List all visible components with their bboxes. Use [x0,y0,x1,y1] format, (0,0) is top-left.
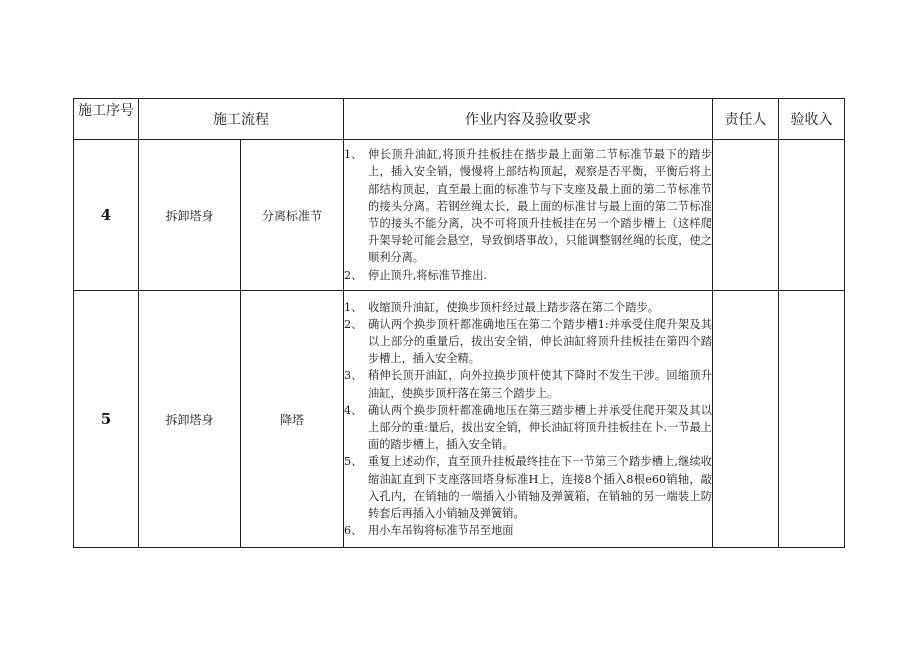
header-responsible: 责任人 [713,99,779,140]
row-process: 拆卸塔身 [139,291,241,548]
list-item: 6、 用小车吊钩将标准节吊至地面 [344,524,514,538]
row-step: 降塔 [241,291,344,548]
header-seq: 施工序号 [74,99,139,140]
table-row [74,140,845,291]
list-item: 1、 收缩顶升油缸，使换步顶杆经过最上踏步落在第二个踏步。 [344,300,659,314]
row-responsible [713,291,779,548]
header-row [74,99,845,140]
list-item: 2、 确认两个换步顶杆都准确地压在第二个踏步槽1:并承受住爬升架及其以上部分的重量后，拔出安全销，伸长油缸将顶升挂板挂在第四个踏步槽上，插入安全精。 [344,317,712,366]
header-flow: 施工流程 [139,99,344,140]
row-step: 分离标准节 [241,140,344,291]
row-number: 5 [74,291,139,548]
list-item: 2、 停止顶升,将标准节推出. [344,268,487,282]
header-content: 作业内容及验收要求 [344,99,713,140]
row-content [344,140,713,291]
row-number: 4 [74,140,139,291]
table-row [74,291,845,548]
list-item: 5、 重复上述动作，直至顶升挂板最终挂在下一节第三个踏步槽上,继续收缩油缸直到下支座落回塔身标准H上，连接8个插入8根e60销轴，敲入孔内，在销轴的一端插入小销轴及弹簧箱，在销轴的另一端装上防转套后再插入小销轴及弹簧销。 [344,455,712,521]
list-item: 3、 稍伸长顶开油缸，向外拉换步顶杆使其下降时不发生干涉。回缩顶升油缸，使换步顶杆落在第三个踏步上。 [344,369,712,400]
row-process: 拆卸塔身 [139,140,241,291]
list-item: 4、 确认两个换步顶杆都准确地压在第三踏步槽上并承受住爬开架及其以上部分的重:量后，拔出安全销，伸长油缸将顶升挂板挂在卜.一节最上面的踏步槽上，插入安全销。 [344,403,712,452]
row-acceptance [779,291,845,548]
list-item: 1、 伸长顶升油缸,将顶升挂板挂在揩步最上面第二节标准节最下的踏步上，插入安全销，慢慢将上部结构顶起，观察是否平衡，平衡后将上部结构顶起，直至最上面的标准节与下支座及最上面的第二节标准节的接头分离。若钢丝绳太长，最上面的标准甘与最上面的第二节标准节的接头不能分离，决不可将顶升挂板挂在另一个踏步槽上（这样爬升架导轮可能会悬空，导致倒塔事故），只能调整钢丝绳的长度，使之顺利分离。 [344,148,712,265]
row-content [344,291,713,548]
construction-table [73,98,845,548]
header-acceptance: 验收入 [779,99,845,140]
row-acceptance [779,140,845,291]
row-responsible [713,140,779,291]
